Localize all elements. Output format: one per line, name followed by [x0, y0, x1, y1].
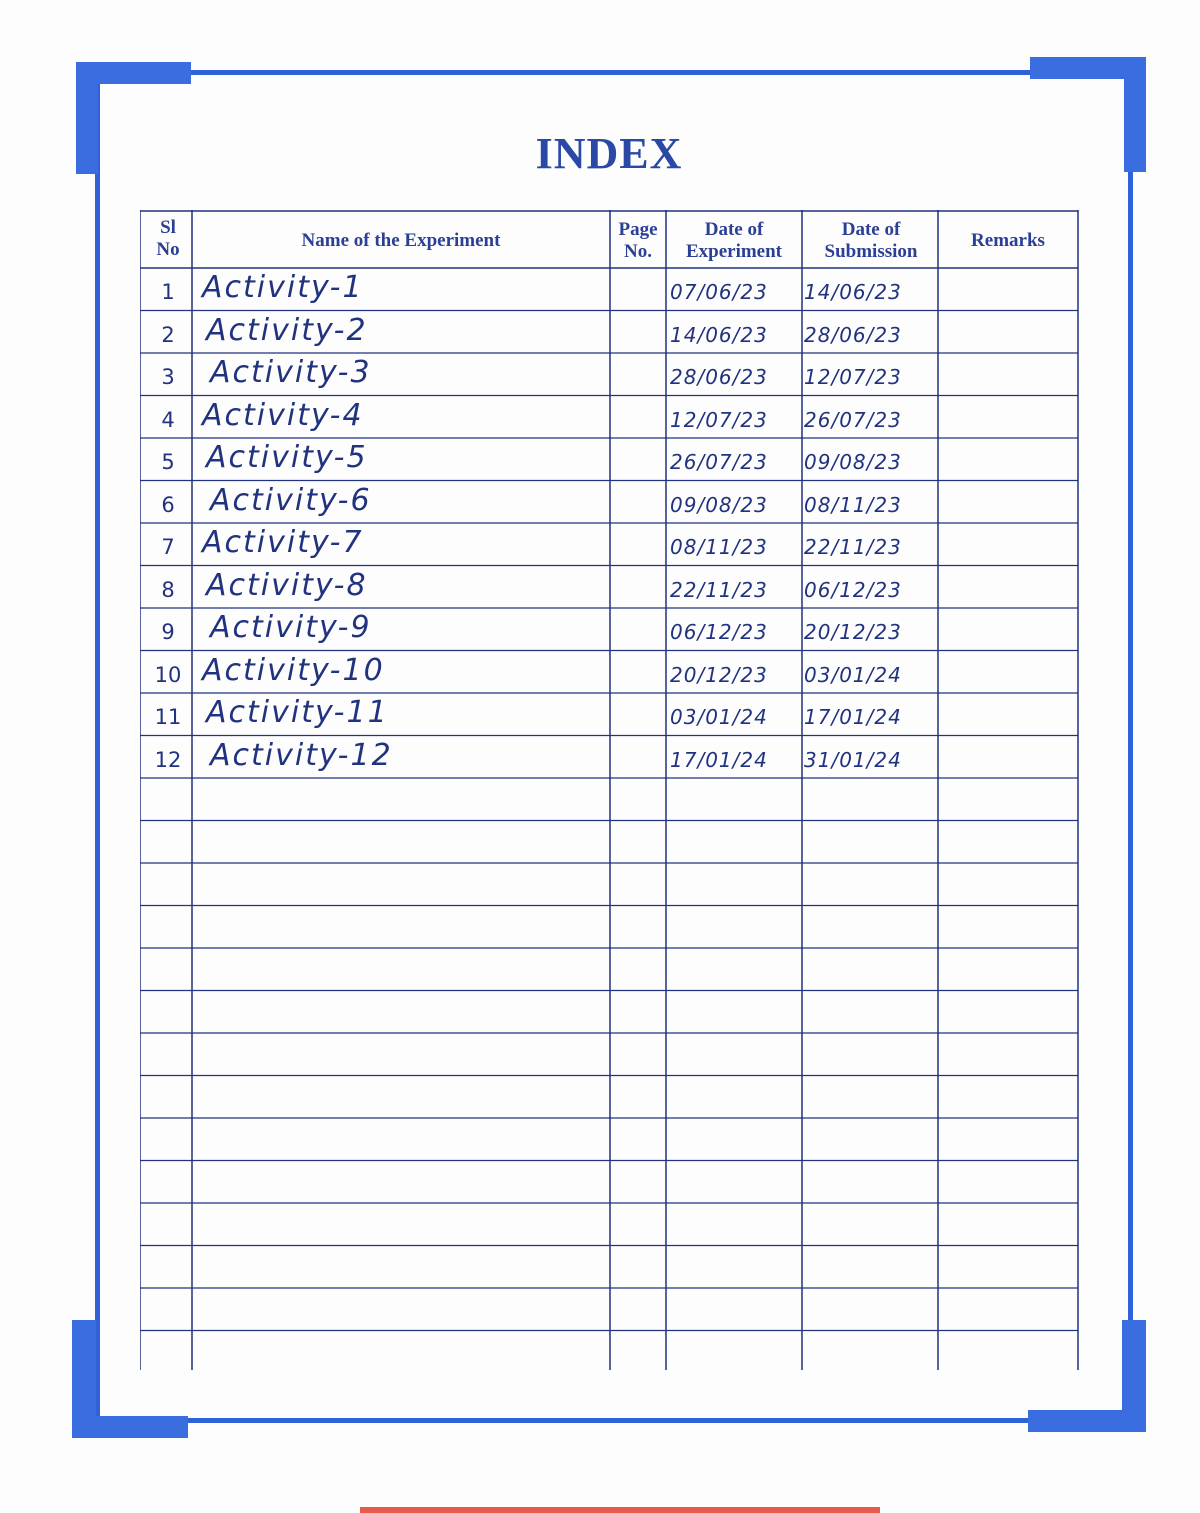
row-experiment-name: Activity-2	[206, 312, 368, 348]
row-sl-number: 2	[161, 322, 175, 347]
frame-top-line	[95, 70, 1050, 75]
row-sl-number: 3	[161, 365, 175, 389]
row-experiment-name: Activity-4	[202, 397, 364, 433]
row-sl-number: 1	[161, 280, 175, 304]
row-date-of-experiment: 07/06/23	[670, 280, 768, 304]
row-date-of-experiment: 14/06/23	[670, 322, 768, 347]
row-sl-number: 6	[161, 492, 175, 517]
row-date-of-submission: 08/11/23	[804, 492, 902, 517]
header-remarks: Remarks	[971, 230, 1045, 251]
row-date-of-submission: 17/01/24	[804, 705, 902, 729]
header-date-of-experiment: Date of Experiment	[685, 219, 783, 262]
row-date-of-experiment: 12/07/23	[670, 407, 768, 432]
row-sl-number: 7	[161, 535, 175, 559]
row-date-of-experiment: 20/12/23	[670, 662, 768, 687]
row-date-of-submission: 03/01/24	[804, 662, 902, 687]
row-date-of-experiment: 06/12/23	[670, 620, 768, 644]
row-sl-number: 4	[161, 407, 175, 432]
row-date-of-submission: 31/01/24	[804, 747, 902, 772]
header-page-no: Page No.	[618, 219, 658, 262]
row-date-of-submission: 06/12/23	[804, 577, 902, 602]
row-experiment-name: Activity-1	[202, 270, 364, 305]
frame-left-line	[95, 70, 100, 1423]
row-experiment-name: Activity-12	[210, 737, 393, 773]
row-experiment-name: Activity-9	[210, 610, 372, 645]
row-date-of-submission: 12/07/23	[804, 365, 902, 389]
row-date-of-experiment: 08/11/23	[670, 535, 768, 559]
row-date-of-submission: 26/07/23	[804, 407, 902, 432]
header-date-of-submission: Date of Submission	[824, 219, 918, 262]
row-experiment-name: Activity-6	[210, 482, 372, 518]
page-title: INDEX	[535, 129, 683, 178]
row-experiment-name: Activity-7	[202, 525, 364, 560]
row-experiment-name: Activity-10	[202, 652, 385, 688]
page-edge-mark	[360, 1507, 880, 1513]
row-sl-number: 12	[154, 747, 182, 772]
row-date-of-submission: 09/08/23	[804, 450, 902, 474]
row-sl-number: 5	[161, 450, 175, 474]
row-experiment-name: Activity-3	[210, 355, 372, 390]
row-date-of-submission: 28/06/23	[804, 322, 902, 347]
row-sl-number: 8	[161, 577, 175, 602]
row-experiment-name: Activity-5	[206, 440, 368, 475]
header-sl-no: Sl No	[156, 217, 180, 260]
frame-right-line	[1128, 70, 1133, 1423]
row-date-of-submission: 22/11/23	[804, 535, 902, 559]
row-date-of-experiment: 17/01/24	[670, 747, 768, 772]
row-sl-number: 10	[154, 662, 182, 687]
corner-bottom-right-v	[1122, 1320, 1146, 1432]
corner-bottom-left-v	[72, 1320, 96, 1438]
row-sl-number: 11	[154, 705, 182, 729]
row-experiment-name: Activity-11	[206, 695, 389, 730]
row-date-of-experiment: 28/06/23	[670, 365, 768, 389]
row-date-of-experiment: 03/01/24	[670, 705, 768, 729]
header-experiment-name: Name of the Experiment	[301, 230, 501, 251]
row-date-of-experiment: 26/07/23	[670, 450, 768, 474]
row-date-of-experiment: 22/11/23	[670, 577, 768, 602]
row-experiment-name: Activity-8	[206, 567, 368, 603]
row-date-of-experiment: 09/08/23	[670, 492, 768, 517]
row-date-of-submission: 14/06/23	[804, 280, 902, 304]
row-sl-number: 9	[161, 620, 175, 644]
row-date-of-submission: 20/12/23	[804, 620, 902, 644]
frame-bottom-line	[95, 1418, 1050, 1423]
